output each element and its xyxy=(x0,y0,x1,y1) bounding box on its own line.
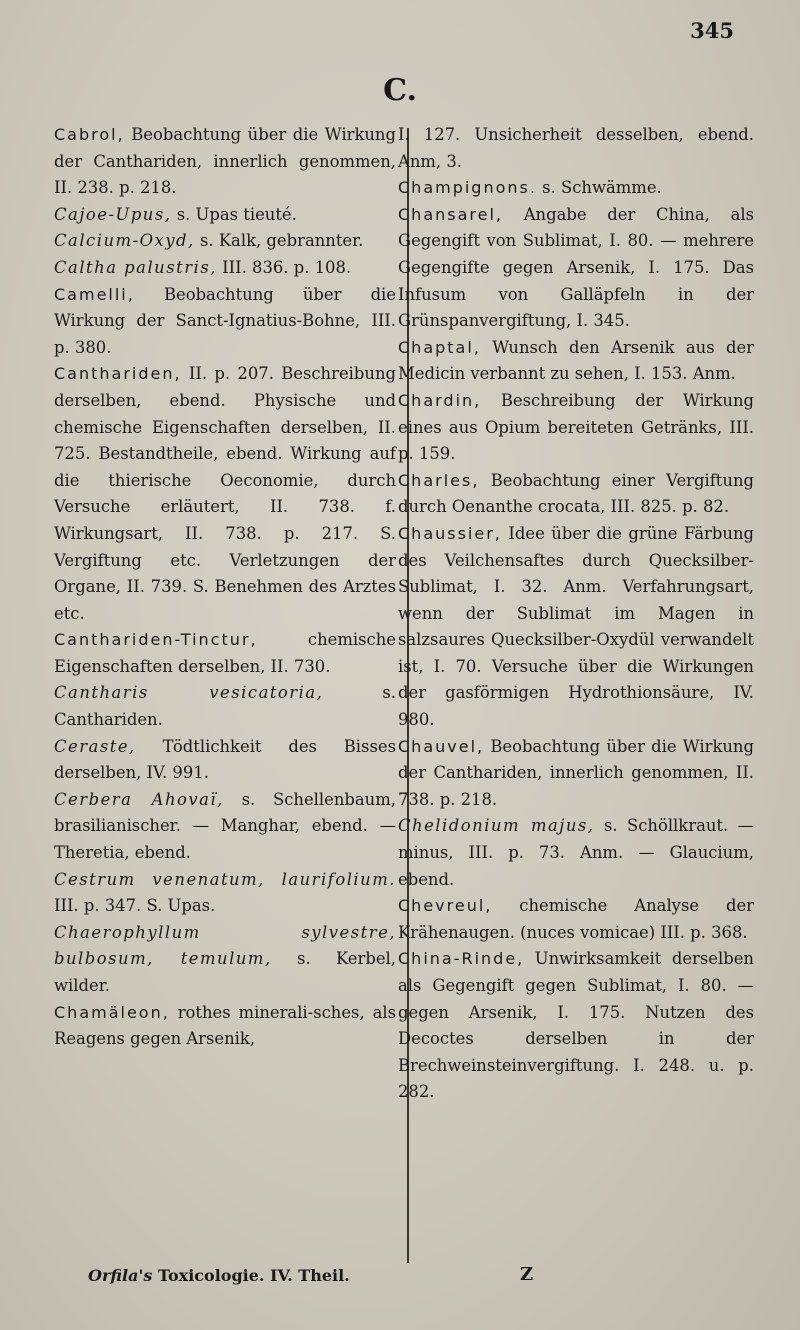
index-entry xyxy=(54,680,396,733)
index-entry xyxy=(398,893,754,946)
entry-headword: Cestrum venenatum, laurifolium. xyxy=(54,869,396,889)
entry-text: Wunsch den Arsenik aus der Medicin verbannt zu sehen, I. 153. Anm. xyxy=(398,337,754,384)
index-entry xyxy=(398,468,754,521)
entry-text: III. p. 347. S. Upas. xyxy=(54,896,216,916)
entry-text: II. p. 207. Beschreibung derselben, ebend. Physische und chemische Eigenschaften derselben, II. 725. Bestandtheile, ebend. Wirkung auf die thierische Oeconomie, durch Versuche erläutert, II. 738. f. Wirkungsart, II. 738. p. 217. S. Vergiftung etc. Verletzungen der Organe, II. 739. S. Benehmen des Arztes etc. xyxy=(54,364,396,623)
entry-headword: Cabrol, xyxy=(54,125,125,144)
entry-text: Beobachtung über die Wirkung der Canthariden, innerlich genommen, II. 738. p. 218. xyxy=(398,736,754,809)
index-entry xyxy=(54,920,396,1000)
entry-headword: Chardin, xyxy=(398,390,482,410)
entry-headword: Canthariden, xyxy=(54,364,182,384)
index-entry xyxy=(54,787,396,867)
entry-headword: Chevreul, xyxy=(398,896,493,916)
entry-text: s. Upas tieuté. xyxy=(176,204,297,224)
footer-title xyxy=(88,1266,350,1285)
entry-text: s. Schwämme. xyxy=(542,178,662,198)
entry-text: s. Kalk, gebrannter. xyxy=(199,231,364,251)
entry-text: Idee über die grüne Färbung des Veilchensaftes durch Quecksilber-Sublimat, I. 32. Anm. Verfahrungsart, wenn der Sublimat im Magen in salzsaures Quecksilber-Oxydül verwandelt ist, I. 70. Versuche über die Wirkungen der gasförmigen Hydrothionsäure, IV. 980. xyxy=(398,523,754,730)
index-entry xyxy=(54,202,396,229)
entry-headword: Chelidonium majus, xyxy=(398,816,595,836)
index-entry xyxy=(398,946,754,1106)
index-entry xyxy=(398,813,754,893)
entry-headword: Canthariden-Tinctur, xyxy=(54,630,258,650)
entry-text: rothes minerali-sches, als Reagens gegen Arsenik, xyxy=(54,1002,396,1049)
index-entry xyxy=(398,202,754,335)
index-entry xyxy=(398,388,754,468)
entry-text: Unwirksamkeit derselben als Gegengift gegen Sublimat, I. 80. — gegen Arsenik, I. 175. Nutzen des Decoctes derselben in der Brechweinsteinvergiftung. I. 248. u. p. 282. xyxy=(398,949,754,1102)
left-column xyxy=(54,122,396,1053)
entry-text: Angabe der China, als Gegengift von Sublimat, I. 80. — mehrere Gegengifte gegen Arsenik, I. 175. Das Infusum von Galläpfeln in der Grünspanvergiftung, I. 345. xyxy=(398,204,754,331)
index-entry xyxy=(54,734,396,787)
entry-text: Beobachtung einer Vergiftung durch Oenanthe crocata, III. 825. p. 82. xyxy=(398,470,754,517)
index-entry xyxy=(54,228,396,255)
entry-headword: Cajoe-Upus, xyxy=(54,204,172,224)
index-entry xyxy=(398,175,754,202)
entry-headword: Camelli, xyxy=(54,284,135,304)
index-entry xyxy=(54,361,396,627)
entry-headword: Chauvel, xyxy=(398,736,485,756)
section-letter: C. xyxy=(383,73,417,108)
signature-mark: Z xyxy=(520,1264,534,1285)
entry-text: s. Schöllkraut. — minus, III. p. 73. Anm. — Glaucium, ebend. xyxy=(398,816,754,889)
index-entry xyxy=(54,867,396,920)
entry-headword: Chaerophyllum sylvestre, bulbosum, temulum, xyxy=(54,922,396,969)
index-entry xyxy=(398,734,754,814)
right-column xyxy=(398,122,754,1106)
page-number: 345 xyxy=(690,18,734,43)
index-entry xyxy=(398,521,754,734)
entry-headword: Cerbera Ahovaï, xyxy=(54,789,224,809)
index-entry xyxy=(398,122,754,175)
entry-headword: Charles, xyxy=(398,470,480,490)
entry-headword: Calcium-Oxyd, xyxy=(54,231,195,251)
index-entry xyxy=(54,122,396,202)
entry-text: Beobachtung über die Wirkung der Canthariden, innerlich genommen, II. 238. p. 218. xyxy=(54,125,396,198)
entry-text: chemische Eigenschaften derselben, II. 730. xyxy=(54,630,396,676)
entry-headword: China-Rinde, xyxy=(398,949,525,969)
entry-text: s. Kerbel, wilder. xyxy=(54,949,396,995)
index-entry xyxy=(398,335,754,388)
entry-text: s. Canthariden. xyxy=(54,683,396,730)
footer-book-title: Toxicologie. IV. Theil. xyxy=(157,1266,350,1285)
entry-headword: Caltha palustris, xyxy=(54,257,217,277)
entry-text: Tödtlichkeit des Bisses derselben, IV. 991. xyxy=(54,736,396,783)
footer-author: Orfila's xyxy=(88,1266,153,1285)
entry-headword: Chamäleon, xyxy=(54,1002,170,1022)
entry-text: Beobachtung über die Wirkung der Sanct-Ignatius-Bohne, III. p. 380. xyxy=(54,284,396,357)
entry-headword: Cantharis vesicatoria, xyxy=(54,683,324,703)
index-entry xyxy=(54,282,396,362)
entry-text: I. 127. Unsicherheit desselben, ebend. Anm, 3. xyxy=(398,125,754,171)
index-entry xyxy=(54,1000,396,1053)
entry-text: Beschreibung der Wirkung eines aus Opium bereiteten Getränks, III. p. 159. xyxy=(398,390,754,464)
entry-headword: Ceraste, xyxy=(54,736,136,756)
entry-headword: Chaptal, xyxy=(398,337,481,357)
entry-text: chemische Analyse der Krähenaugen. (nuces vomicae) III. p. 368. xyxy=(398,896,754,942)
entry-headword: Chaussier, xyxy=(398,523,502,543)
entry-headword: Chansarel, xyxy=(398,204,503,224)
index-entry xyxy=(54,627,396,680)
entry-headword: Champignons. xyxy=(398,178,537,198)
index-entry xyxy=(54,255,396,282)
entry-text: s. Schellenbaum, brasilianischer. — Manghar, ebend. — Theretia, ebend. xyxy=(54,789,396,863)
entry-text: III. 836. p. 108. xyxy=(222,257,352,277)
